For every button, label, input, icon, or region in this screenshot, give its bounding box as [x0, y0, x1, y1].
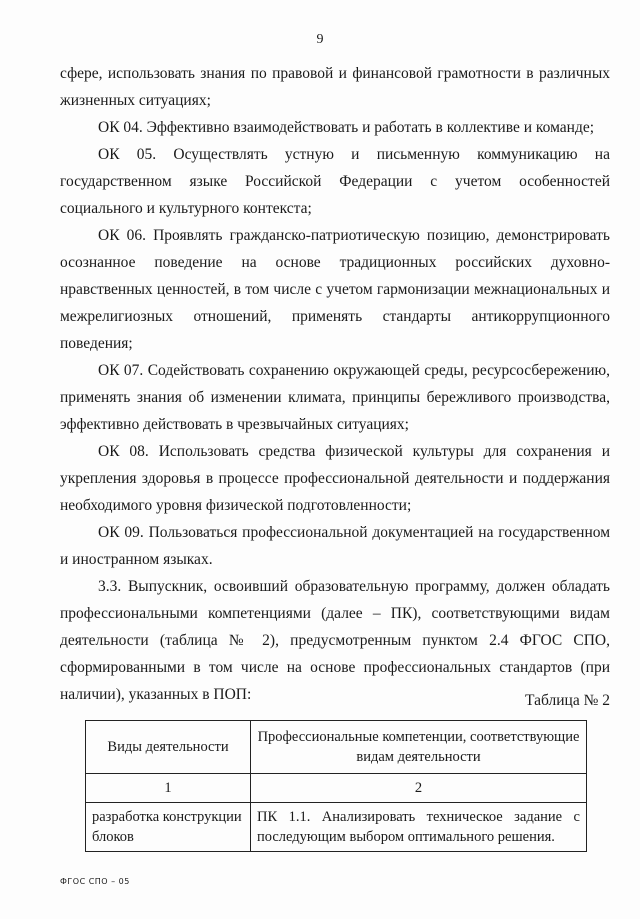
paragraph: ОК 09. Пользоваться профессиональной документацией на государственном и иностранном языках. — [60, 524, 610, 568]
competency-cell: ПК 1.1. Анализировать техническое задание с последующим выбором оптимального решения. — [251, 803, 587, 852]
column-number-cell: 1 — [86, 774, 251, 803]
table-header-row — [86, 721, 587, 774]
table-header-cell: Профессиональные компетенции, соответствующие видам деятельности — [251, 721, 587, 774]
paragraph: 3.3. Выпускник, освоивший образовательную программу, должен обладать профессиональными компетенциями (далее – ПК), соответствующими видам деятельности (таблица № 2), предусмотренным пунктом 2.4 ФГОС СПО, сформированными в том числе на основе профессиональных стандартов (при наличии), указанных в ПОП: — [60, 578, 610, 703]
paragraph: сфере, использовать знания по правовой и финансовой грамотности в различных жизненных ситуациях; — [60, 65, 610, 109]
footer-standard-code: ФГОС СПО – 05 — [60, 877, 130, 886]
table-number-row — [86, 774, 587, 803]
page-number: 9 — [316, 32, 324, 47]
table-row — [86, 803, 587, 852]
table-header-cell: Виды деятельности — [86, 721, 251, 774]
activity-cell: разработка конструкции блоков — [86, 803, 251, 852]
paragraph: ОК 06. Проявлять гражданско-патриотическую позицию, демонстрировать осознанное поведение на основе традиционных российских духовно-нравственных ценностей, в том числе с учетом гармонизации межнациональных и межрелигиозных отношений, применять стандарты антикоррупционного поведения; — [60, 227, 610, 352]
body-text — [60, 60, 610, 708]
paragraph: ОК 05. Осуществлять устную и письменную коммуникацию на государственном языке Российской Федерации с учетом особенностей социального и культурного контекста; — [60, 146, 610, 217]
paragraph: ОК 07. Содействовать сохранению окружающей среды, ресурсосбережению, применять знания об изменении климата, принципы бережливого производства, эффективно действовать в чрезвычайных ситуациях; — [60, 362, 610, 433]
paragraph: ОК 04. Эффективно взаимодействовать и работать в коллективе и команде; — [98, 119, 595, 136]
paragraph: ОК 08. Использовать средства физической культуры для сохранения и укрепления здоровья в процессе профессиональной деятельности и поддержания необходимого уровня физической подготовленности; — [60, 443, 610, 514]
table-caption: Таблица № 2 — [525, 692, 610, 709]
column-number-cell: 2 — [251, 774, 587, 803]
competencies-table — [85, 720, 587, 852]
